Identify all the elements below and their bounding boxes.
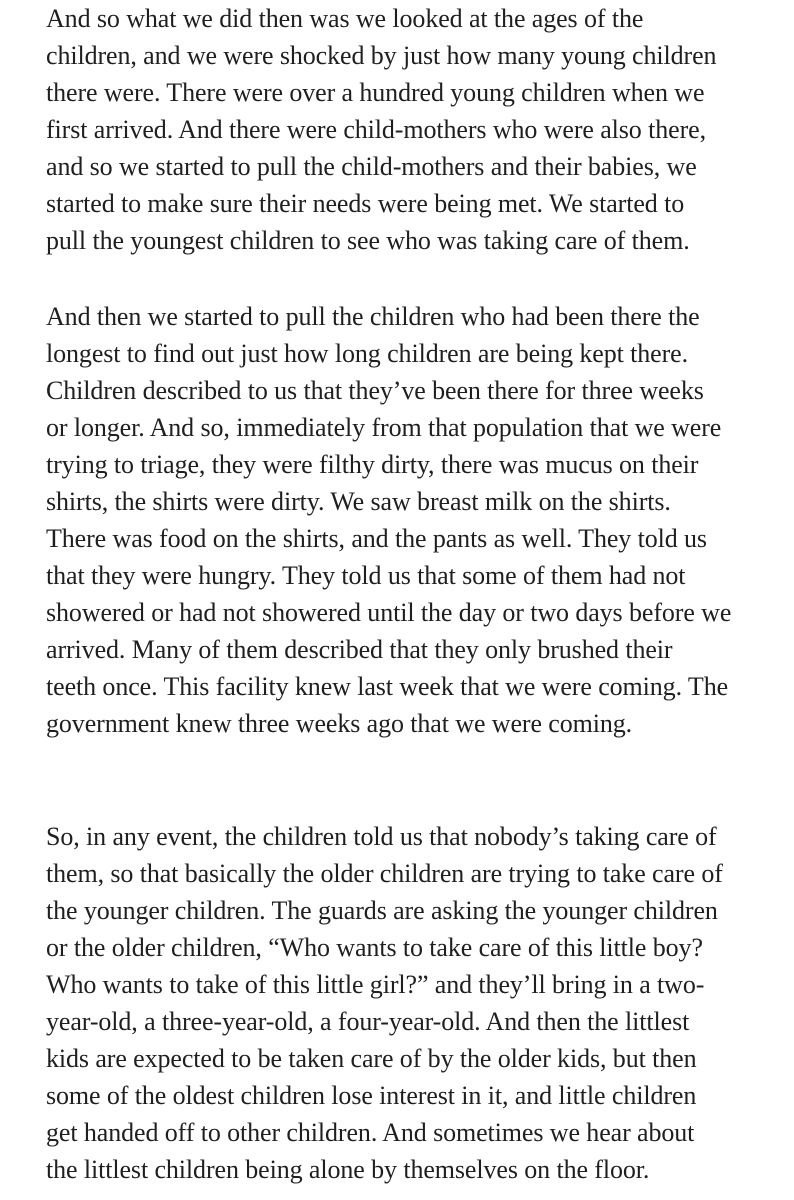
paragraph-line: children, and we were shocked by just how many young children [46, 41, 717, 70]
paragraph-line: started to make sure their needs were being met. We started to [46, 189, 685, 218]
paragraph-line: showered or had not showered until the day or two days before we [46, 598, 732, 627]
document-page [46, 0, 762, 1200]
paragraph-line: the younger children. The guards are asking the younger children [46, 896, 718, 925]
paragraph-line: pull the youngest children to see who was taking care of them. [46, 226, 690, 255]
paragraph-line: there were. There were over a hundred young children when we [46, 78, 705, 107]
paragraph-line: And so what we did then was we looked at the ages of the [46, 4, 644, 33]
paragraph-line: some of the oldest children lose interest in it, and little children [46, 1081, 697, 1110]
paragraph-line: arrived. Many of them described that they only brushed their [46, 635, 673, 664]
paragraph-line: or longer. And so, immediately from that population that we were [46, 413, 722, 442]
paragraph-line: There was food on the shirts, and the pants as well. They told us [46, 524, 707, 553]
paragraph-line: shirts, the shirts were dirty. We saw breast milk on the shirts. [46, 487, 671, 516]
paragraph-line: trying to triage, they were filthy dirty, there was mucus on their [46, 450, 699, 479]
paragraph-line: first arrived. And there were child-mothers who were also there, [46, 115, 706, 144]
paragraph-line: Children described to us that they’ve been there for three weeks [46, 376, 704, 405]
paragraph-line: kids are expected to be taken care of by the older kids, but then [46, 1044, 697, 1073]
paragraph-line: longest to find out just how long children are being kept there. [46, 339, 689, 368]
paragraph-line: them, so that basically the older children are trying to take care of [46, 859, 723, 888]
paragraph-line: teeth once. This facility knew last week that we were coming. The [46, 672, 729, 701]
paragraph-line: year-old, a three-year-old, a four-year-old. And then the littlest [46, 1007, 690, 1036]
paragraph-line: the littlest children being alone by themselves on the floor. [46, 1155, 650, 1184]
paragraph-line: or the older children, “Who wants to take care of this little boy? [46, 933, 703, 962]
paragraph-line: get handed off to other children. And sometimes we hear about [46, 1118, 695, 1147]
paragraph-line: and so we started to pull the child-mothers and their babies, we [46, 152, 697, 181]
paragraph-line: And then we started to pull the children who had been there the [46, 302, 700, 331]
paragraph-line: government knew three weeks ago that we were coming. [46, 709, 633, 738]
paragraph-line: that they were hungry. They told us that some of them had not [46, 561, 686, 590]
paragraph-line: Who wants to take of this little girl?” and they’ll bring in a two- [46, 970, 705, 999]
paragraph-line: So, in any event, the children told us that nobody’s taking care of [46, 822, 717, 851]
